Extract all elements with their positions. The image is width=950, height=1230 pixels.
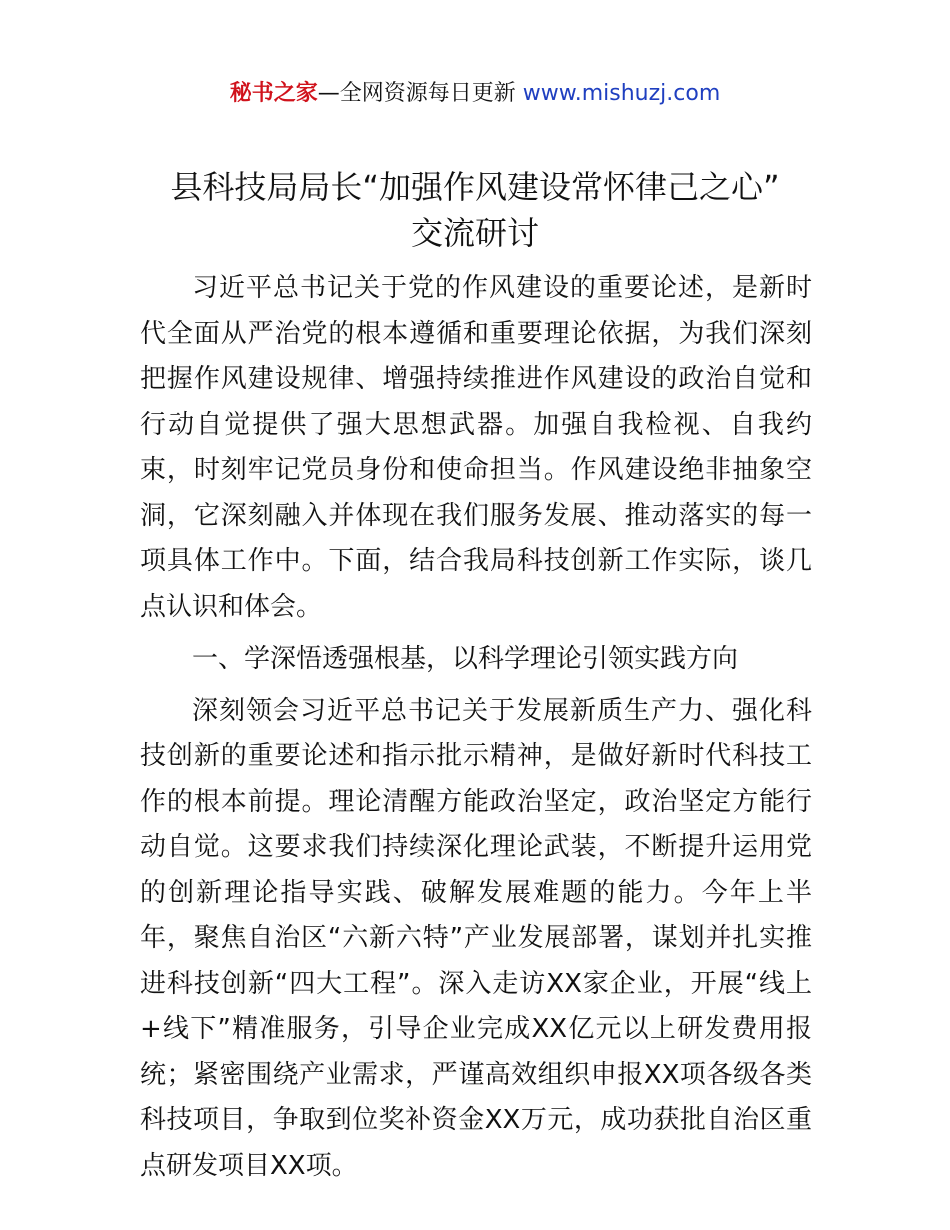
site-brand: 秘书之家 <box>229 81 318 106</box>
section-heading-1: 一、学深悟透强根基，以科学理论引领实践方向 <box>192 644 739 674</box>
document-body <box>140 266 812 1189</box>
site-header <box>0 74 950 114</box>
site-tagline: —全网资源每日更新 <box>317 81 523 106</box>
title-line-2: 交流研讨 <box>410 214 539 252</box>
intro-paragraph: 习近平总书记关于党的作风建设的重要论述，是新时代全面从严治党的根本遵循和重要理论依据，为我们深刻把握作风建设规律、增强持续推进作风建设的政治自觉和行动自觉提供了强大思想武器。加强自我检视、自我约束，时刻牢记党员身份和使命担当。作风建设绝非抽象空洞，它深刻融入并体现在我们服务发展、推动落实的每一项具体工作中。下面，结合我局科技创新工作实际，谈几点认识和体会。 <box>140 273 812 622</box>
document-title <box>60 164 890 256</box>
site-url-link[interactable]: www.mishuzj.com <box>522 81 721 106</box>
title-line-1: 县科技局局长“加强作风建设常怀律己之心” <box>170 168 780 206</box>
section-1-paragraph: 深刻领会习近平总书记关于发展新质生产力、强化科技创新的重要论述和指示批示精神，是做好新时代科技工作的根本前提。理论清醒方能政治坚定，政治坚定方能行动自觉。这要求我们持续深化理论武装，不断提升运用党的创新理论指导实践、破解发展难题的能力。今年上半年，聚焦自治区“六新六特”产业发展部署，谋划并扎实推进科技创新“四大工程”。深入走访XX家企业，开展“线上+线下”精准服务，引导企业完成XX亿元以上研发费用报统；紧密围绕产业需求，严谨高效组织申报XX项各级各类科技项目，争取到位奖补资金XX万元，成功获批自治区重点研发项目XX项。 <box>140 695 812 1181</box>
